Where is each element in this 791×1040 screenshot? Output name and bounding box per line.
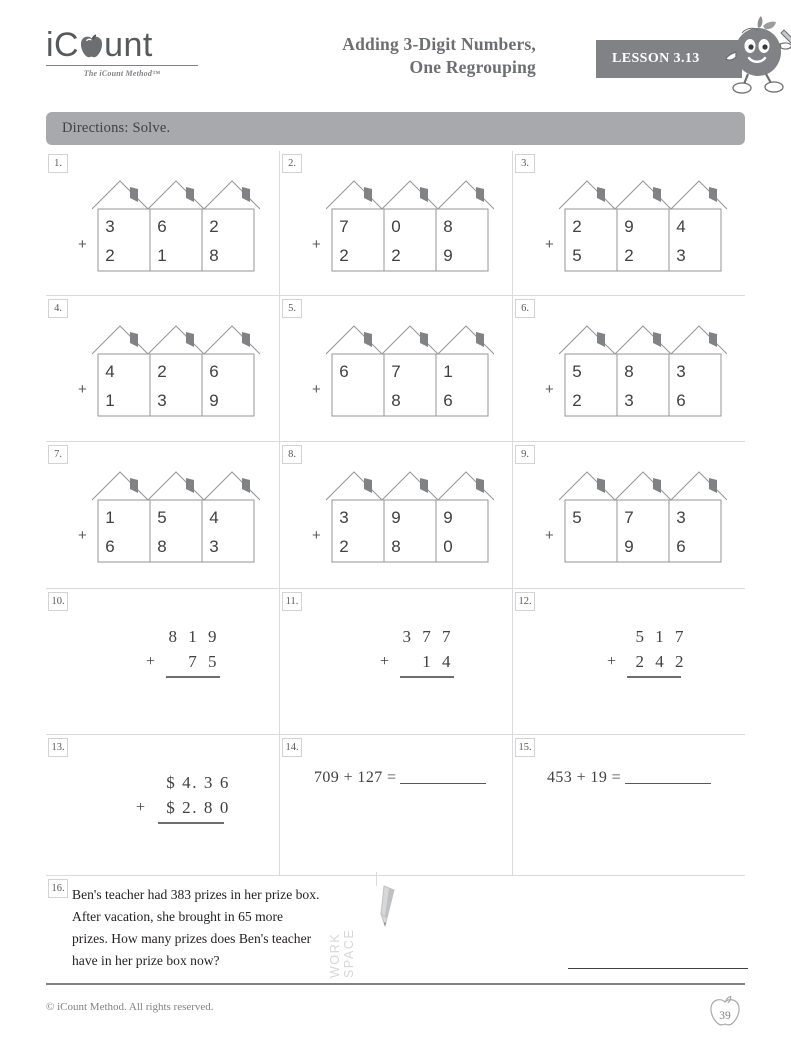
equation-expression: 709 + 127 = xyxy=(314,769,397,786)
directions-text: Directions: Solve. xyxy=(62,120,171,136)
digit-top-ones: 6 xyxy=(209,362,219,381)
digit-bottom-tens: 1 xyxy=(157,246,167,265)
digit-top-ones: 9 xyxy=(443,508,453,527)
addend-top: 5 1 7 xyxy=(635,627,687,646)
digit-top-ones: 3 xyxy=(676,362,686,381)
problem-grid xyxy=(46,151,745,981)
vertical-algorithm xyxy=(565,625,735,678)
plus-sign: + xyxy=(312,527,321,544)
problem-cell-5[interactable] xyxy=(279,296,512,441)
plus-sign: + xyxy=(607,652,617,670)
addend-top: 3 7 7 xyxy=(402,627,454,646)
problem-number: 16. xyxy=(48,879,68,898)
copyright-text: © iCount Method. All rights reserved. xyxy=(46,1001,214,1014)
digit-top-tens: 7 xyxy=(624,508,634,527)
digit-bottom-ones: 6 xyxy=(676,537,686,556)
digit-top-hundreds: 5 xyxy=(572,508,582,527)
digit-bottom-tens: 3 xyxy=(624,391,634,410)
digit-bottom-ones: 3 xyxy=(676,246,686,265)
plus-sign: + xyxy=(545,236,554,253)
problem-number: 9. xyxy=(515,445,535,464)
problem-cell-6[interactable] xyxy=(512,296,745,441)
digit-bottom-hundreds: 2 xyxy=(339,537,349,556)
apple-icon xyxy=(80,31,103,56)
problem-cell-12[interactable] xyxy=(512,589,745,734)
plus-sign: + xyxy=(146,652,156,670)
digit-top-tens: 0 xyxy=(391,217,401,236)
digit-top-hundreds: 3 xyxy=(105,217,115,236)
addend-bottom: 2 4 2 xyxy=(635,651,687,671)
word-problem-answer-line[interactable] xyxy=(568,968,748,969)
digit-top-tens: 2 xyxy=(157,362,167,381)
apple-mascot-icon xyxy=(714,14,791,98)
vertical-algorithm xyxy=(98,625,268,678)
plus-sign: + xyxy=(78,381,87,398)
sum-rule xyxy=(627,676,681,677)
directions-bar xyxy=(46,112,745,145)
problem-cell-15[interactable] xyxy=(512,735,745,875)
digit-top-ones: 1 xyxy=(443,362,453,381)
icount-logo xyxy=(46,28,216,78)
digit-top-hundreds: 7 xyxy=(339,217,349,236)
problem-cell-9[interactable] xyxy=(512,442,745,588)
pencil-icon xyxy=(380,884,406,928)
problem-number: 11. xyxy=(282,592,302,611)
digit-top-hundreds: 1 xyxy=(105,508,115,527)
plus-sign: + xyxy=(312,381,321,398)
digit-top-tens: 9 xyxy=(624,217,634,236)
addend-bottom-row xyxy=(98,650,268,675)
plus-sign: + xyxy=(78,527,87,544)
answer-blank[interactable] xyxy=(625,770,711,784)
digit-top-hundreds: 2 xyxy=(572,217,582,236)
logo-tagline: The iCount Method™ xyxy=(83,69,161,78)
word-problem-text: Ben's teacher had 383 prizes in her prize box. After vacation, she brought in 65 more prizes. How many prizes does Ben's teacher have in her prize box now? xyxy=(72,887,320,969)
addend-bottom-row xyxy=(98,796,268,821)
digit-top-ones: 4 xyxy=(209,508,219,527)
problem-row xyxy=(46,734,745,875)
equation-problem xyxy=(314,769,486,787)
digit-bottom-tens: 9 xyxy=(624,537,634,556)
digit-top-ones: 4 xyxy=(676,217,686,236)
problem-cell-2[interactable] xyxy=(279,151,512,295)
digit-bottom-hundreds: 2 xyxy=(572,391,582,410)
problem-number: 13. xyxy=(48,738,68,757)
digit-top-tens: 7 xyxy=(391,362,401,381)
digit-top-tens: 8 xyxy=(624,362,634,381)
digit-bottom-ones: 3 xyxy=(209,537,219,556)
digit-top-tens: 5 xyxy=(157,508,167,527)
problem-number: 1. xyxy=(48,154,68,173)
problem-number: 2. xyxy=(282,154,302,173)
sum-rule xyxy=(166,676,220,677)
plus-sign: + xyxy=(312,236,321,253)
equation-problem xyxy=(547,769,711,787)
digit-top-ones: 8 xyxy=(443,217,453,236)
digit-bottom-ones: 8 xyxy=(209,246,219,265)
logo-divider xyxy=(46,65,198,66)
plus-sign: + xyxy=(136,798,146,816)
equation-expression: 453 + 19 = xyxy=(547,769,622,786)
page-footer xyxy=(46,985,745,1037)
addend-top: 8 1 9 xyxy=(168,627,220,646)
sum-rule xyxy=(400,676,454,677)
addend-bottom-row xyxy=(565,650,735,675)
plus-sign: + xyxy=(545,381,554,398)
digit-bottom-tens: 3 xyxy=(157,391,167,410)
plus-sign: + xyxy=(78,236,87,253)
problem-cell-14[interactable] xyxy=(279,735,512,875)
problem-number: 15. xyxy=(515,738,535,757)
digit-top-hundreds: 4 xyxy=(105,362,115,381)
logo-text-part1: iC xyxy=(46,26,80,64)
digit-bottom-ones: 0 xyxy=(443,537,453,556)
problem-cell-8[interactable] xyxy=(279,442,512,588)
digit-top-tens: 6 xyxy=(157,217,167,236)
addend-bottom: 7 5 xyxy=(188,651,220,671)
problem-row xyxy=(46,295,745,441)
digit-bottom-tens: 2 xyxy=(624,246,634,265)
problem-row xyxy=(46,588,745,734)
digit-bottom-hundreds: 2 xyxy=(339,246,349,265)
title-line-2: One Regrouping xyxy=(409,57,536,78)
word-problem-cell[interactable] xyxy=(46,876,324,981)
digit-bottom-ones: 6 xyxy=(443,391,453,410)
digit-top-tens: 9 xyxy=(391,508,401,527)
digit-top-hundreds: 5 xyxy=(572,362,582,381)
problem-number: 8. xyxy=(282,445,302,464)
digit-top-hundreds: 3 xyxy=(339,508,349,527)
answer-blank[interactable] xyxy=(400,770,486,784)
vertical-algorithm-money xyxy=(98,771,268,824)
problem-cell-13[interactable] xyxy=(46,735,279,875)
digit-bottom-tens: 2 xyxy=(391,246,401,265)
problem-cell-3[interactable] xyxy=(512,151,745,295)
problem-cell-7[interactable] xyxy=(46,442,279,588)
problem-row xyxy=(46,441,745,588)
plus-sign: + xyxy=(380,652,390,670)
problem-number: 14. xyxy=(282,738,302,757)
work-space-label: WORK SPACE xyxy=(328,928,356,978)
addend-top: $ 4. 3 6 xyxy=(166,773,230,792)
problem-number: 6. xyxy=(515,299,535,318)
problem-cell-11[interactable] xyxy=(279,589,512,734)
digit-bottom-tens: 8 xyxy=(391,391,401,410)
problem-cell-10[interactable] xyxy=(46,589,279,734)
addend-bottom: $ 2. 8 0 xyxy=(166,797,230,817)
problem-number: 5. xyxy=(282,299,302,318)
digit-top-ones: 3 xyxy=(676,508,686,527)
problem-number: 12. xyxy=(515,592,535,611)
problem-cell-4[interactable] xyxy=(46,296,279,441)
problem-number: 7. xyxy=(48,445,68,464)
problem-cell-1[interactable] xyxy=(46,151,279,295)
sum-rule xyxy=(158,822,224,823)
addend-bottom-row xyxy=(332,650,502,675)
logo-text-part2: unt xyxy=(104,26,153,64)
digit-bottom-hundreds: 6 xyxy=(105,537,115,556)
word-problem-row xyxy=(46,875,745,981)
problem-number: 4. xyxy=(48,299,68,318)
digit-bottom-hundreds: 1 xyxy=(105,391,115,410)
title-line-1: Adding 3-Digit Numbers, xyxy=(342,34,536,54)
lesson-badge: LESSON 3.13 xyxy=(596,40,742,78)
digit-bottom-tens: 8 xyxy=(157,537,167,556)
digit-bottom-tens: 8 xyxy=(391,537,401,556)
column-divider xyxy=(376,872,377,886)
digit-bottom-ones: 9 xyxy=(209,391,219,410)
page-header xyxy=(46,0,745,98)
problem-row xyxy=(46,151,745,295)
plus-sign: + xyxy=(545,527,554,544)
digit-top-ones: 2 xyxy=(209,217,219,236)
digit-bottom-hundreds: 2 xyxy=(105,246,115,265)
logo-wordmark xyxy=(46,28,216,62)
vertical-algorithm xyxy=(332,625,502,678)
addend-bottom: 1 4 xyxy=(422,651,454,671)
problem-number: 3. xyxy=(515,154,535,173)
problem-number: 10. xyxy=(48,592,68,611)
page-title xyxy=(308,33,536,79)
digit-bottom-ones: 6 xyxy=(676,391,686,410)
digit-top-hundreds: 6 xyxy=(339,362,349,381)
digit-bottom-hundreds: 5 xyxy=(572,246,582,265)
page-number: 39 xyxy=(719,1010,731,1023)
digit-bottom-ones: 9 xyxy=(443,246,453,265)
